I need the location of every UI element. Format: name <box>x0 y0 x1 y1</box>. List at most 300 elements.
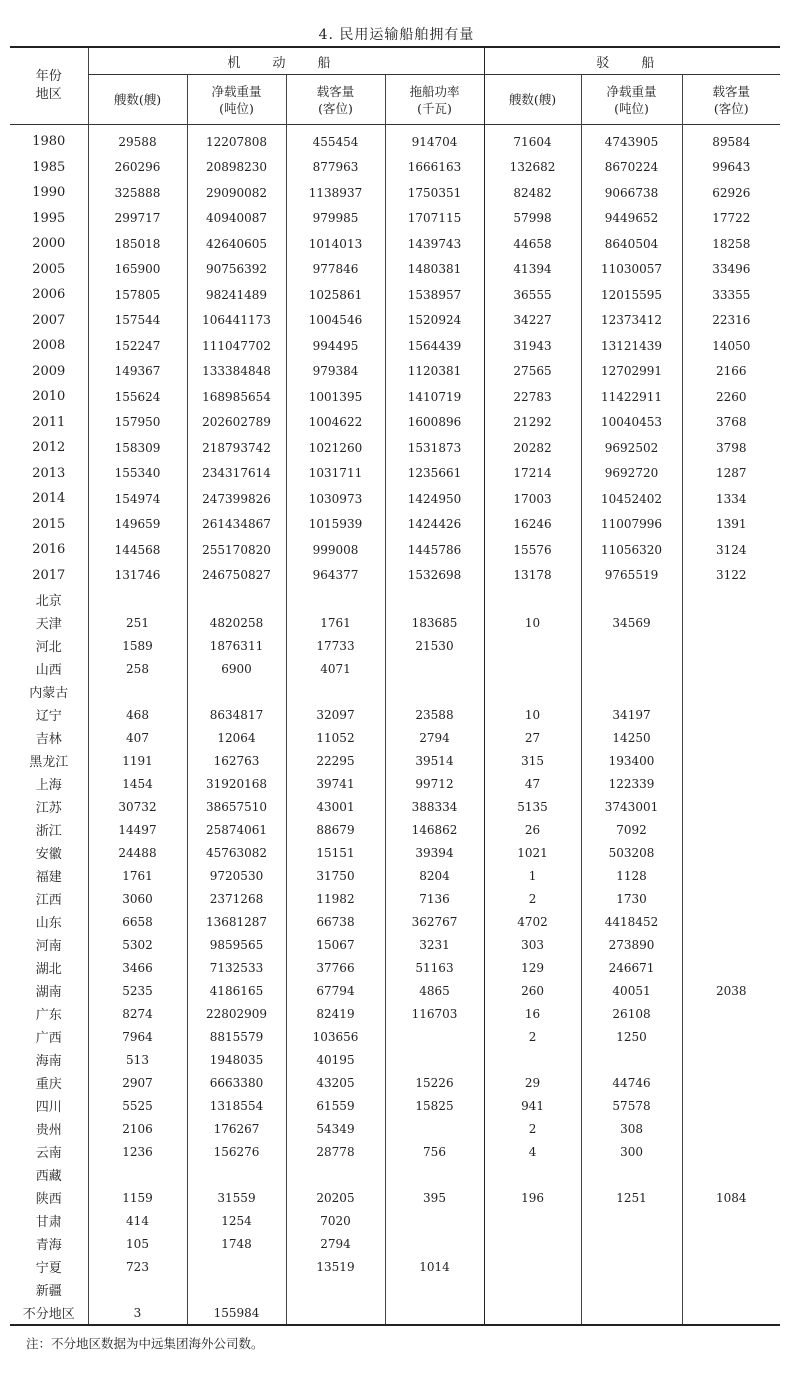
table-cell: 15151 <box>286 841 385 864</box>
table-cell: 17003 <box>484 486 581 512</box>
table-cell: 999008 <box>286 537 385 563</box>
row-label: 2013 <box>32 465 66 481</box>
table-cell: 25874061 <box>187 818 286 841</box>
table-cell <box>682 818 780 841</box>
table-cell: 1250 <box>581 1025 682 1048</box>
table-cell: 158309 <box>88 435 187 461</box>
table-cell: 62926 <box>682 180 780 206</box>
table-cell: 7964 <box>88 1025 187 1048</box>
table-cell: 388334 <box>385 795 484 818</box>
table-cell: 3743001 <box>581 795 682 818</box>
table-row <box>10 841 780 864</box>
table-cell: 5235 <box>88 979 187 1002</box>
table-cell: 17733 <box>286 634 385 657</box>
row-label: 北京 <box>35 594 62 609</box>
row-label: 1980 <box>32 134 66 150</box>
table-row <box>10 634 780 657</box>
table-cell: 2794 <box>286 1232 385 1255</box>
row-label: 安徽 <box>35 847 62 862</box>
table-cell: 1014013 <box>286 231 385 257</box>
table-cell <box>88 588 187 611</box>
table-cell: 1445786 <box>385 537 484 563</box>
table-cell: 23588 <box>385 703 484 726</box>
table-row <box>10 657 780 680</box>
table-cell: 154974 <box>88 486 187 512</box>
table-cell <box>88 1163 187 1186</box>
table-cell: 22316 <box>682 308 780 334</box>
table-cell <box>484 1209 581 1232</box>
table-cell: 246671 <box>581 956 682 979</box>
table-cell: 149659 <box>88 512 187 538</box>
table-cell <box>187 1255 286 1278</box>
table-cell: 1424426 <box>385 512 484 538</box>
table-cell: 43001 <box>286 795 385 818</box>
table-cell: 2038 <box>682 979 780 1002</box>
table-header <box>10 47 780 125</box>
table-row <box>10 486 780 512</box>
column-header-line1: 载客量 <box>712 83 751 99</box>
table-cell <box>682 1048 780 1071</box>
table-cell: 1318554 <box>187 1094 286 1117</box>
table-cell: 44746 <box>581 1071 682 1094</box>
table-cell <box>484 634 581 657</box>
table-cell <box>682 1209 780 1232</box>
table-cell: 54349 <box>286 1117 385 1140</box>
table-cell: 15067 <box>286 933 385 956</box>
table-cell <box>484 1232 581 1255</box>
table-cell: 308 <box>581 1117 682 1140</box>
table-cell <box>682 956 780 979</box>
row-label: 2000 <box>32 236 66 252</box>
table-cell: 51163 <box>385 956 484 979</box>
table-cell: 1480381 <box>385 257 484 283</box>
table-cell <box>187 1278 286 1301</box>
table-cell <box>385 1232 484 1255</box>
row-label: 山东 <box>35 916 62 931</box>
table-cell: 1424950 <box>385 486 484 512</box>
table-cell: 146862 <box>385 818 484 841</box>
table-cell: 513 <box>88 1048 187 1071</box>
table-cell: 40195 <box>286 1048 385 1071</box>
table-cell: 3798 <box>682 435 780 461</box>
table-cell: 11030057 <box>581 257 682 283</box>
table-cell: 21292 <box>484 410 581 436</box>
table-cell: 40940087 <box>187 206 286 232</box>
table-cell: 1025861 <box>286 282 385 308</box>
table-cell: 1589 <box>88 634 187 657</box>
table-cell: 14050 <box>682 333 780 359</box>
table-cell: 1128 <box>581 864 682 887</box>
table-cell: 877963 <box>286 155 385 181</box>
table-cell: 1876311 <box>187 634 286 657</box>
table-cell <box>385 680 484 703</box>
table-cell: 3060 <box>88 887 187 910</box>
table-title: 4. 民用运输船舶拥有量 <box>318 27 475 43</box>
table-cell: 43205 <box>286 1071 385 1094</box>
table-row <box>10 308 780 334</box>
table-cell: 90756392 <box>187 257 286 283</box>
table-cell: 155624 <box>88 384 187 410</box>
table-cell: 13519 <box>286 1255 385 1278</box>
table-row <box>10 1071 780 1094</box>
column-header <box>682 75 780 125</box>
table-cell: 111047702 <box>187 333 286 359</box>
table-cell: 152247 <box>88 333 187 359</box>
table-cell: 299717 <box>88 206 187 232</box>
table-cell <box>88 680 187 703</box>
table-cell: 1334 <box>682 486 780 512</box>
table-cell: 15226 <box>385 1071 484 1094</box>
table-cell: 468 <box>88 703 187 726</box>
table-cell: 503208 <box>581 841 682 864</box>
table-cell <box>682 749 780 772</box>
table-cell: 4418452 <box>581 910 682 933</box>
table-cell: 8670224 <box>581 155 682 181</box>
table-cell: 36555 <box>484 282 581 308</box>
row-label: 天津 <box>35 617 62 632</box>
table-cell: 303 <box>484 933 581 956</box>
table-row <box>10 1117 780 1140</box>
table-cell <box>286 1278 385 1301</box>
table-cell: 156276 <box>187 1140 286 1163</box>
table-row <box>10 818 780 841</box>
table-cell: 168985654 <box>187 384 286 410</box>
footnote: 注：不分地区数据为中远集团海外公司数。 <box>26 1336 264 1351</box>
table-cell <box>682 1278 780 1301</box>
table-cell: 1251 <box>581 1186 682 1209</box>
table-cell: 273890 <box>581 933 682 956</box>
table-cell: 20282 <box>484 435 581 461</box>
table-cell: 1532698 <box>385 563 484 589</box>
table-cell: 12373412 <box>581 308 682 334</box>
row-label: 2006 <box>32 287 66 303</box>
table-row <box>10 1002 780 1025</box>
table-cell: 47 <box>484 772 581 795</box>
table-cell: 29090082 <box>187 180 286 206</box>
column-header <box>484 75 581 125</box>
table-cell <box>581 634 682 657</box>
table-row <box>10 749 780 772</box>
table-row <box>10 1232 780 1255</box>
table-cell: 16246 <box>484 512 581 538</box>
table-cell: 14497 <box>88 818 187 841</box>
table-cell: 1159 <box>88 1186 187 1209</box>
table-cell: 18258 <box>682 231 780 257</box>
table-cell: 157544 <box>88 308 187 334</box>
table-cell: 30732 <box>88 795 187 818</box>
row-label: 内蒙古 <box>29 686 69 701</box>
table-cell: 1191 <box>88 749 187 772</box>
table-cell: 27 <box>484 726 581 749</box>
table-row <box>10 864 780 887</box>
table-cell: 3122 <box>682 563 780 589</box>
table-cell: 9859565 <box>187 933 286 956</box>
table-cell: 1004622 <box>286 410 385 436</box>
column-header-line1: 艘数(艘) <box>508 92 557 107</box>
table-cell <box>286 588 385 611</box>
table-cell: 11007996 <box>581 512 682 538</box>
table-cell: 407 <box>88 726 187 749</box>
table-cell <box>682 588 780 611</box>
table-row <box>10 410 780 436</box>
row-label: 黑龙江 <box>29 755 69 770</box>
table-cell <box>581 657 682 680</box>
table-cell: 261434867 <box>187 512 286 538</box>
table-cell: 1600896 <box>385 410 484 436</box>
table-cell: 4743905 <box>581 125 682 155</box>
column-header <box>581 75 682 125</box>
table-cell: 10 <box>484 703 581 726</box>
table-cell: 941 <box>484 1094 581 1117</box>
table-cell: 39514 <box>385 749 484 772</box>
table-cell: 251 <box>88 611 187 634</box>
table-cell <box>484 1255 581 1278</box>
table-row <box>10 155 780 181</box>
table-cell: 5525 <box>88 1094 187 1117</box>
table-cell: 9720530 <box>187 864 286 887</box>
table-cell: 133384848 <box>187 359 286 385</box>
column-header-line1: 载客量 <box>316 83 355 99</box>
table-cell: 1014 <box>385 1255 484 1278</box>
table-cell: 362767 <box>385 910 484 933</box>
table-cell <box>682 1094 780 1117</box>
table-row <box>10 956 780 979</box>
table-row <box>10 563 780 589</box>
table-cell: 10452402 <box>581 486 682 512</box>
table-cell: 28778 <box>286 1140 385 1163</box>
row-label-region: 地区 <box>35 87 62 102</box>
table-cell <box>682 680 780 703</box>
table-cell: 16 <box>484 1002 581 1025</box>
table-cell: 1021260 <box>286 435 385 461</box>
row-label: 青海 <box>35 1238 62 1253</box>
row-label: 福建 <box>35 870 62 885</box>
table-cell: 149367 <box>88 359 187 385</box>
table-cell: 218793742 <box>187 435 286 461</box>
table-cell: 9692502 <box>581 435 682 461</box>
table-cell: 723 <box>88 1255 187 1278</box>
table-cell: 234317614 <box>187 461 286 487</box>
row-label: 1995 <box>32 210 66 226</box>
table-cell: 315 <box>484 749 581 772</box>
table-cell: 1391 <box>682 512 780 538</box>
table-row <box>10 703 780 726</box>
table-row <box>10 726 780 749</box>
table-cell: 37766 <box>286 956 385 979</box>
row-label: 2014 <box>32 491 66 507</box>
table-cell: 1730 <box>581 887 682 910</box>
table-cell: 34197 <box>581 703 682 726</box>
table-cell <box>581 680 682 703</box>
table-cell: 1138937 <box>286 180 385 206</box>
table-cell: 4702 <box>484 910 581 933</box>
table-cell: 33355 <box>682 282 780 308</box>
table-cell: 1031711 <box>286 461 385 487</box>
table-body <box>10 125 780 1326</box>
table-cell <box>286 680 385 703</box>
table-cell <box>581 1232 682 1255</box>
table-cell: 21530 <box>385 634 484 657</box>
row-label: 江西 <box>35 893 62 908</box>
table-cell <box>484 1278 581 1301</box>
table-cell: 157950 <box>88 410 187 436</box>
table-cell: 9449652 <box>581 206 682 232</box>
table-cell: 82419 <box>286 1002 385 1025</box>
table-cell <box>187 680 286 703</box>
table-cell: 31943 <box>484 333 581 359</box>
table-cell: 3231 <box>385 933 484 956</box>
row-label: 新疆 <box>35 1284 62 1299</box>
table-cell: 67794 <box>286 979 385 1002</box>
table-cell: 1761 <box>88 864 187 887</box>
table-cell: 185018 <box>88 231 187 257</box>
table-cell: 155340 <box>88 461 187 487</box>
column-header-line1: 艘数(艘) <box>113 92 162 107</box>
table-cell <box>187 1163 286 1186</box>
table-cell <box>682 726 780 749</box>
table-cell: 1410719 <box>385 384 484 410</box>
table-cell <box>385 657 484 680</box>
row-label: 贵州 <box>35 1123 62 1138</box>
table-cell: 20205 <box>286 1186 385 1209</box>
table-cell <box>682 864 780 887</box>
row-label: 1990 <box>32 185 66 201</box>
table-cell: 455454 <box>286 125 385 155</box>
table-cell: 27565 <box>484 359 581 385</box>
table-cell: 22295 <box>286 749 385 772</box>
table-row <box>10 979 780 1002</box>
table-cell: 82482 <box>484 180 581 206</box>
row-label: 浙江 <box>35 824 62 839</box>
table-row <box>10 1163 780 1186</box>
table-cell: 1564439 <box>385 333 484 359</box>
table-cell: 38657510 <box>187 795 286 818</box>
table-cell: 8634817 <box>187 703 286 726</box>
table-row <box>10 1301 780 1325</box>
table-cell <box>581 1255 682 1278</box>
table-cell: 42640605 <box>187 231 286 257</box>
table-cell: 24488 <box>88 841 187 864</box>
table-row <box>10 1140 780 1163</box>
table-cell: 12015595 <box>581 282 682 308</box>
table-cell: 15576 <box>484 537 581 563</box>
table-cell: 979384 <box>286 359 385 385</box>
table-cell <box>682 1117 780 1140</box>
table-row <box>10 910 780 933</box>
table-cell: 32097 <box>286 703 385 726</box>
table-cell: 8815579 <box>187 1025 286 1048</box>
table-cell: 26108 <box>581 1002 682 1025</box>
table-cell: 196 <box>484 1186 581 1209</box>
table-cell: 1030973 <box>286 486 385 512</box>
table-row <box>10 282 780 308</box>
table-cell <box>286 1301 385 1325</box>
table-cell <box>385 1209 484 1232</box>
table-row <box>10 257 780 283</box>
table-cell: 89584 <box>682 125 780 155</box>
table-cell: 116703 <box>385 1002 484 1025</box>
column-header <box>88 75 187 125</box>
table-cell: 2106 <box>88 1117 187 1140</box>
table-cell: 1084 <box>682 1186 780 1209</box>
table-cell: 9765519 <box>581 563 682 589</box>
table-cell: 71604 <box>484 125 581 155</box>
table-cell: 260 <box>484 979 581 1002</box>
table-cell <box>581 1278 682 1301</box>
table-row <box>10 125 780 155</box>
row-label: 2005 <box>32 261 66 277</box>
table-cell: 20898230 <box>187 155 286 181</box>
table-cell: 105 <box>88 1232 187 1255</box>
table-cell <box>682 841 780 864</box>
table-cell: 183685 <box>385 611 484 634</box>
table-cell <box>286 1163 385 1186</box>
table-cell: 1120381 <box>385 359 484 385</box>
table-cell: 4865 <box>385 979 484 1002</box>
row-label: 广东 <box>35 1008 62 1023</box>
column-header <box>286 75 385 125</box>
table-cell <box>385 1117 484 1140</box>
row-label: 吉林 <box>35 732 62 747</box>
table-cell <box>484 588 581 611</box>
table-cell <box>385 1163 484 1186</box>
table-cell: 1948035 <box>187 1048 286 1071</box>
table-cell: 260296 <box>88 155 187 181</box>
table-cell: 246750827 <box>187 563 286 589</box>
table-cell: 13178 <box>484 563 581 589</box>
table-cell: 7020 <box>286 1209 385 1232</box>
table-cell: 39741 <box>286 772 385 795</box>
table-cell: 300 <box>581 1140 682 1163</box>
table-cell: 414 <box>88 1209 187 1232</box>
table-cell <box>484 1048 581 1071</box>
table-cell: 33496 <box>682 257 780 283</box>
table-cell: 193400 <box>581 749 682 772</box>
row-label: 2012 <box>32 440 66 456</box>
table-cell <box>682 910 780 933</box>
group-header-barges: 驳 船 <box>484 47 780 75</box>
table-cell: 11056320 <box>581 537 682 563</box>
row-label: 上海 <box>35 778 62 793</box>
column-header-line2: (吨位) <box>219 100 254 116</box>
table-cell: 2 <box>484 1025 581 1048</box>
table-cell: 144568 <box>88 537 187 563</box>
row-label: 1985 <box>32 159 66 175</box>
table-cell: 88679 <box>286 818 385 841</box>
table-cell: 2260 <box>682 384 780 410</box>
table-cell: 7092 <box>581 818 682 841</box>
table-row <box>10 537 780 563</box>
column-header-line2: (千瓦) <box>417 100 452 116</box>
table-row <box>10 1186 780 1209</box>
row-label: 甘肃 <box>35 1215 62 1230</box>
row-label: 陕西 <box>35 1192 62 1207</box>
table-cell: 10040453 <box>581 410 682 436</box>
table-cell: 99643 <box>682 155 780 181</box>
table-cell: 61559 <box>286 1094 385 1117</box>
row-label: 2009 <box>32 363 66 379</box>
table-cell: 977846 <box>286 257 385 283</box>
table-cell: 34569 <box>581 611 682 634</box>
table-cell: 2907 <box>88 1071 187 1094</box>
table-cell <box>682 1255 780 1278</box>
table-cell <box>187 588 286 611</box>
table-cell: 3 <box>88 1301 187 1325</box>
table-cell: 45763082 <box>187 841 286 864</box>
table-cell: 9692720 <box>581 461 682 487</box>
table-cell <box>581 1048 682 1071</box>
table-cell: 157805 <box>88 282 187 308</box>
